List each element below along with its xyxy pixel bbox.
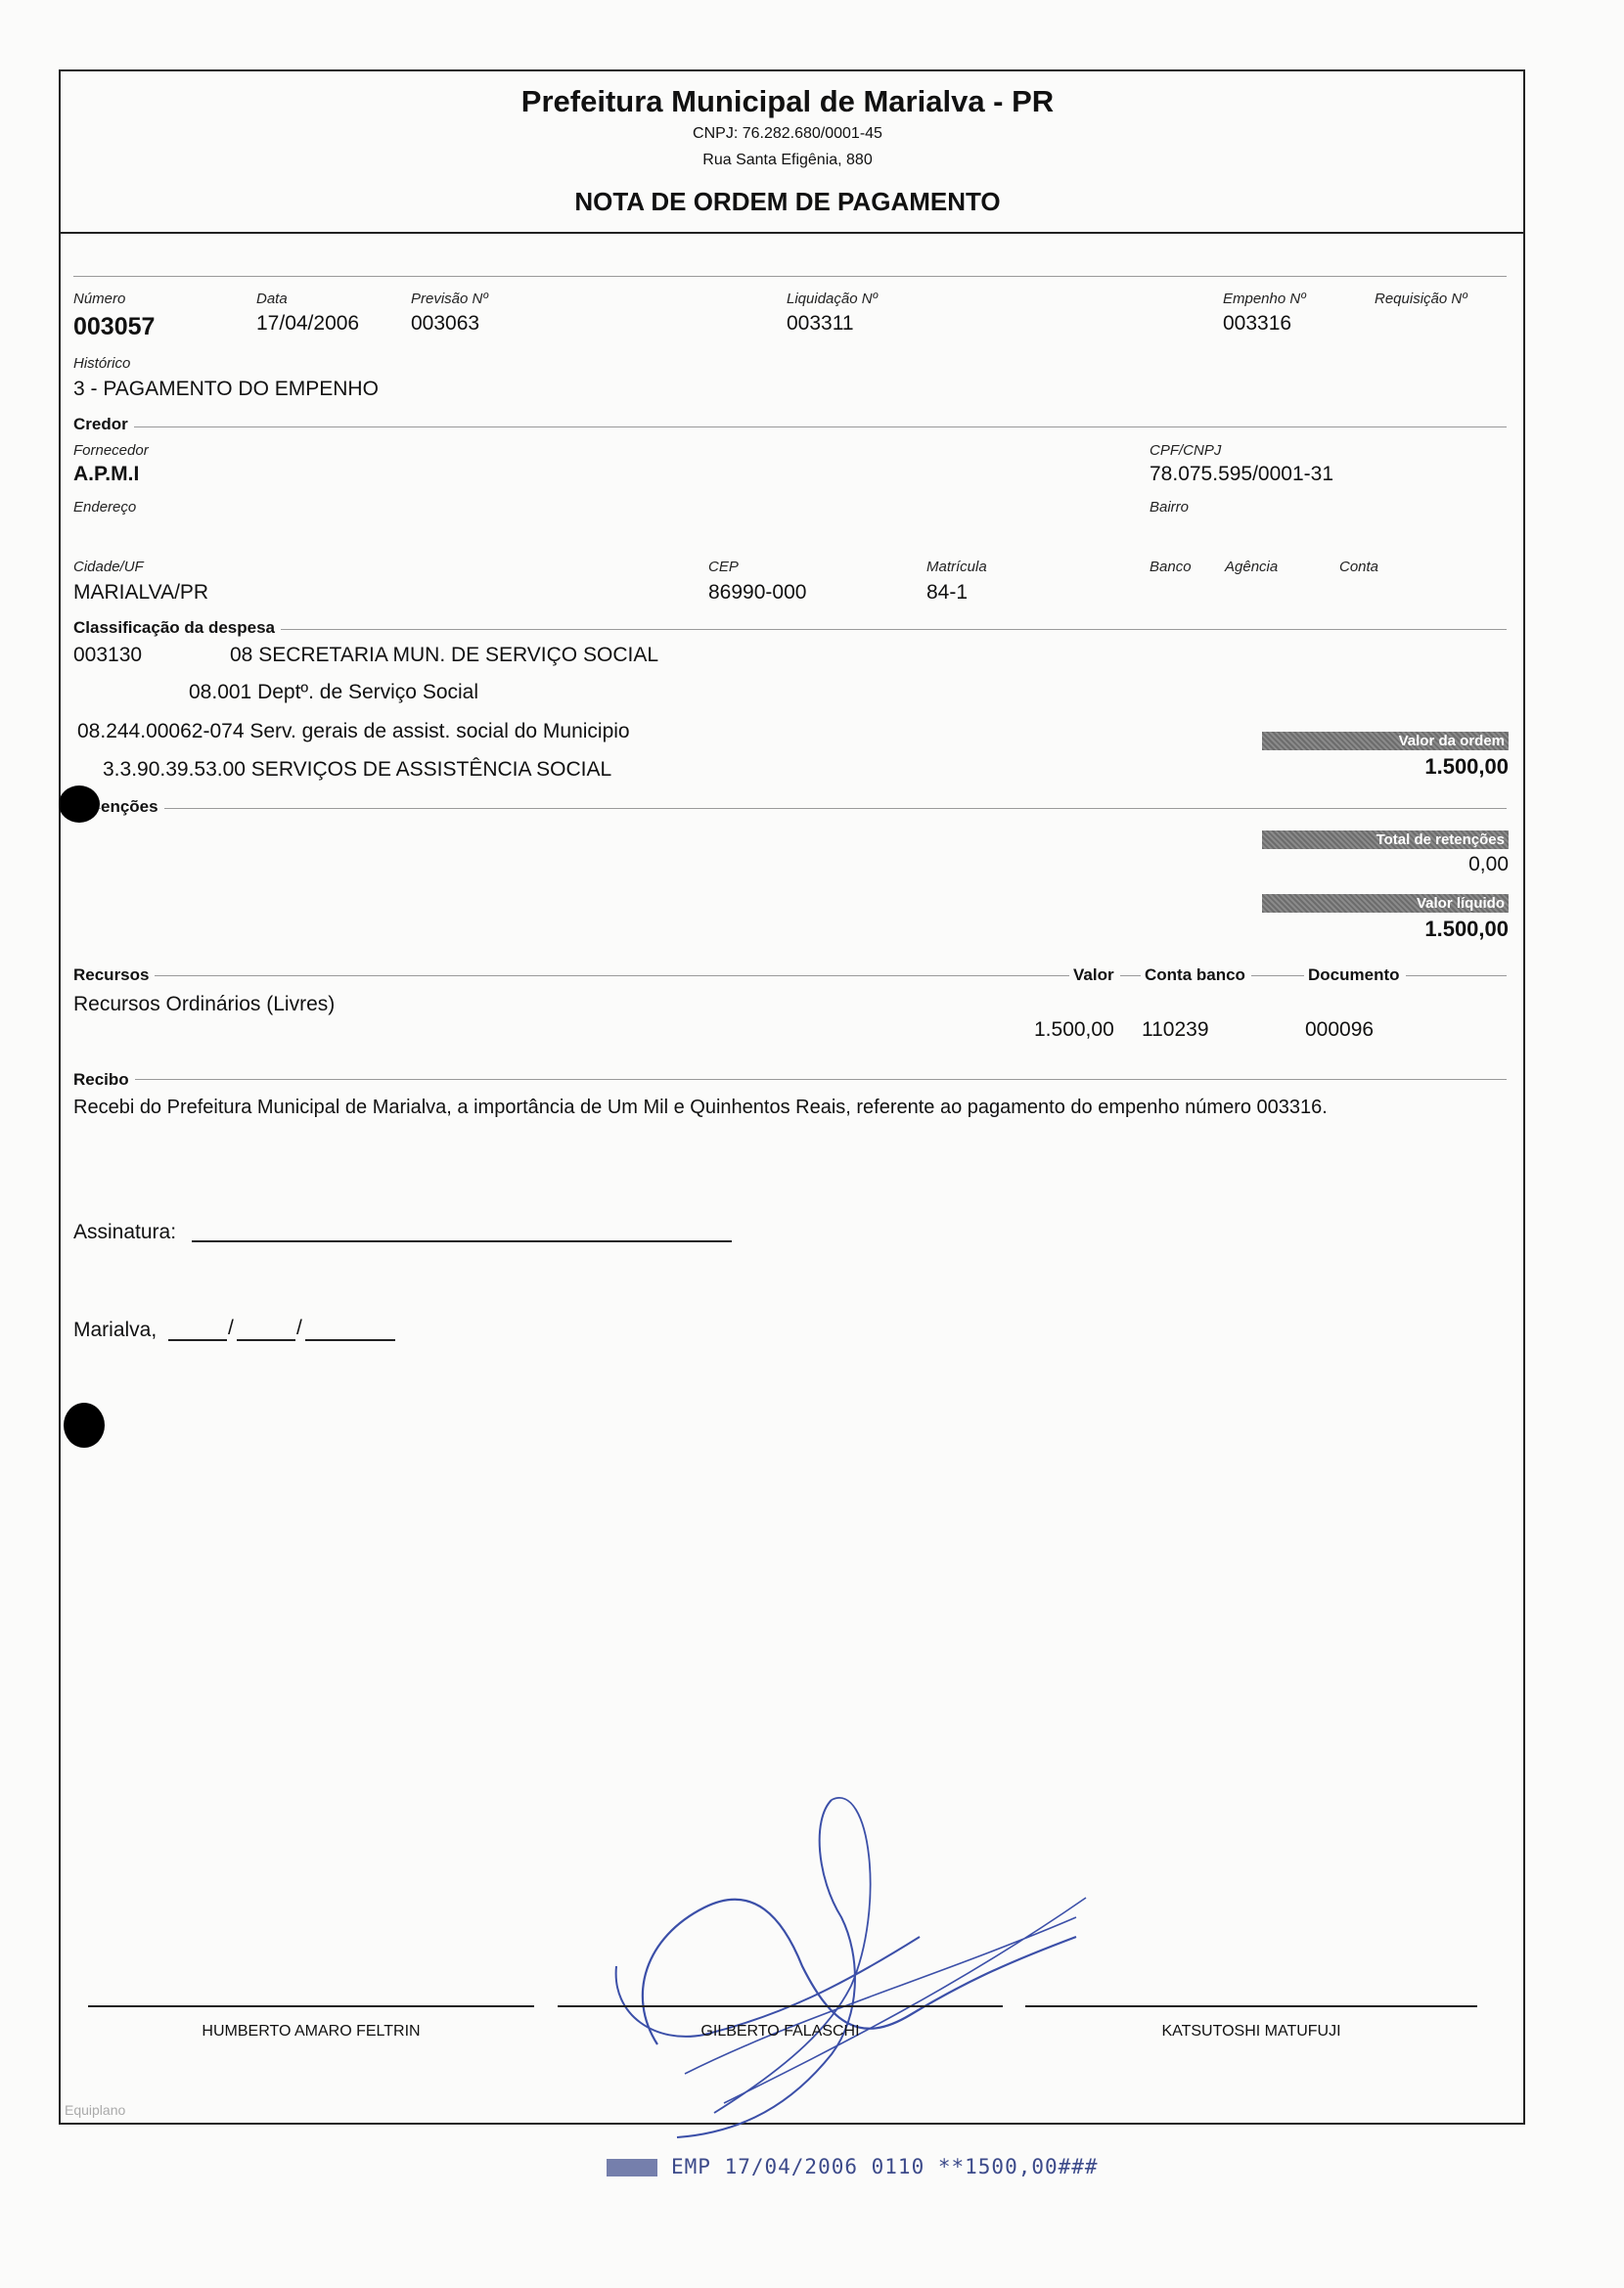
classificacao-line: [73, 629, 1507, 630]
credor-line: [73, 426, 1507, 427]
field-separator: [73, 276, 1507, 277]
header-title: Prefeitura Municipal de Marialva - PR: [520, 84, 1055, 118]
retencoes-line: [73, 808, 1507, 809]
liquidacao-value: 003311: [787, 312, 854, 335]
date-slash-2: /: [296, 1317, 302, 1339]
banco-label: Banco: [1150, 559, 1192, 575]
retencoes-section: enções: [101, 797, 164, 817]
cpf-label: CPF/CNPJ: [1150, 442, 1222, 459]
mechanical-stamp: [607, 2155, 1099, 2178]
previsao-value: 003063: [411, 312, 480, 335]
data-value: 17/04/2006: [256, 312, 360, 335]
data-label: Data: [256, 291, 288, 307]
requisicao-label: Requisição Nº: [1375, 291, 1467, 307]
recibo-text: Recebi do Prefeitura Municipal de Marialva, a importância de Um Mil e Quinhentos Reais, referente ao pagamento do empenho número 003316.: [73, 1097, 1328, 1118]
classificacao-line3: 08.244.00062-074 Serv. gerais de assist. social do Municipio: [77, 720, 630, 742]
conta-label: Conta: [1339, 559, 1379, 575]
numero-value: 003057: [73, 313, 156, 340]
software-footer: Equiplano: [65, 2102, 126, 2118]
recursos-documento-col: Documento: [1304, 965, 1406, 985]
valor-ordem-label: Valor da ordem: [1398, 733, 1505, 749]
local-date-label: Marialva,: [73, 1319, 158, 1341]
total-retencoes-header: [1262, 830, 1509, 849]
valor-ordem-value: 1.500,00: [1424, 754, 1509, 779]
fornecedor-label: Fornecedor: [73, 442, 149, 459]
classificacao-code: 003130: [73, 644, 143, 666]
empenho-label: Empenho Nº: [1223, 291, 1306, 307]
total-retencoes-label: Total de retenções: [1376, 831, 1505, 848]
recibo-section: Recibo: [73, 1070, 135, 1090]
recursos-conta: 110239: [1142, 1018, 1209, 1041]
recursos-valor-col: Valor: [1069, 965, 1120, 985]
valor-ordem-header: [1262, 732, 1509, 750]
assinatura-line: [192, 1240, 732, 1242]
date-day-line: [168, 1339, 227, 1341]
stamp-text: EMP 17/04/2006 0110 **1500,00###: [671, 2155, 1099, 2178]
cidade-label: Cidade/UF: [73, 559, 144, 575]
matricula-label: Matrícula: [926, 559, 987, 575]
cep-value: 86990-000: [708, 581, 807, 604]
punch-hole: [59, 785, 100, 823]
numero-label: Número: [73, 291, 126, 307]
handwritten-signature: [587, 1761, 1135, 2142]
empenho-value: 003316: [1223, 312, 1292, 335]
date-slash-1: /: [228, 1317, 234, 1339]
assinatura-label: Assinatura:: [73, 1221, 177, 1243]
classificacao-line4: 3.3.90.39.53.00 SERVIÇOS DE ASSISTÊNCIA SOCIAL: [103, 758, 612, 781]
header-address: Rua Santa Efigênia, 880: [702, 152, 873, 168]
valor-liquido-header: [1262, 894, 1509, 913]
header-cnpj: CNPJ: 76.282.680/0001-45: [693, 125, 882, 142]
signature-line-1: [88, 2005, 534, 2007]
classificacao-line1: 08 SECRETARIA MUN. DE SERVIÇO SOCIAL: [230, 644, 659, 666]
date-year-line: [305, 1339, 395, 1341]
matricula-value: 84-1: [926, 581, 969, 604]
punch-hole: [64, 1403, 105, 1448]
doc-title: NOTA DE ORDEM DE PAGAMENTO: [574, 187, 1001, 216]
historico-value: 3 - PAGAMENTO DO EMPENHO: [73, 378, 379, 400]
previsao-label: Previsão Nº: [411, 291, 488, 307]
cpf-value: 78.075.595/0001-31: [1150, 463, 1334, 485]
classificacao-line2: 08.001 Deptº. de Serviço Social: [189, 681, 479, 703]
recibo-line: [73, 1079, 1507, 1080]
bairro-label: Bairro: [1150, 499, 1190, 516]
valor-liquido-value: 1.500,00: [1424, 917, 1509, 941]
recursos-documento: 000096: [1305, 1018, 1375, 1041]
signature-name-3: KATSUTOSHI MATUFUJI: [1161, 2023, 1341, 2040]
signature-name-2: GILBERTO FALASCHI: [700, 2023, 860, 2040]
cidade-value: MARIALVA/PR: [73, 581, 209, 604]
signature-line-3: [1025, 2005, 1477, 2007]
recursos-desc: Recursos Ordinários (Livres): [73, 993, 336, 1015]
liquidacao-label: Liquidação Nº: [787, 291, 879, 307]
recursos-valor: 1.500,00: [1034, 1018, 1114, 1041]
recursos-section: Recursos: [73, 965, 155, 985]
agencia-label: Agência: [1225, 559, 1279, 575]
endereco-label: Endereço: [73, 499, 137, 516]
signature-line-2: [558, 2005, 1003, 2007]
recursos-conta-col: Conta banco: [1141, 965, 1251, 985]
date-month-line: [237, 1339, 295, 1341]
fornecedor-value: A.P.M.I: [73, 463, 140, 485]
stamp-logo-icon: [607, 2159, 657, 2176]
classificacao-section: Classificação da despesa: [73, 618, 281, 638]
valor-liquido-label: Valor líquido: [1416, 895, 1505, 912]
credor-section: Credor: [73, 415, 134, 434]
header-separator: [59, 232, 1525, 234]
signature-name-1: HUMBERTO AMARO FELTRIN: [202, 2023, 421, 2040]
cep-label: CEP: [708, 559, 739, 575]
recursos-line: [73, 975, 1507, 976]
total-retencoes-value: 0,00: [1468, 853, 1509, 875]
historico-label: Histórico: [73, 355, 131, 372]
